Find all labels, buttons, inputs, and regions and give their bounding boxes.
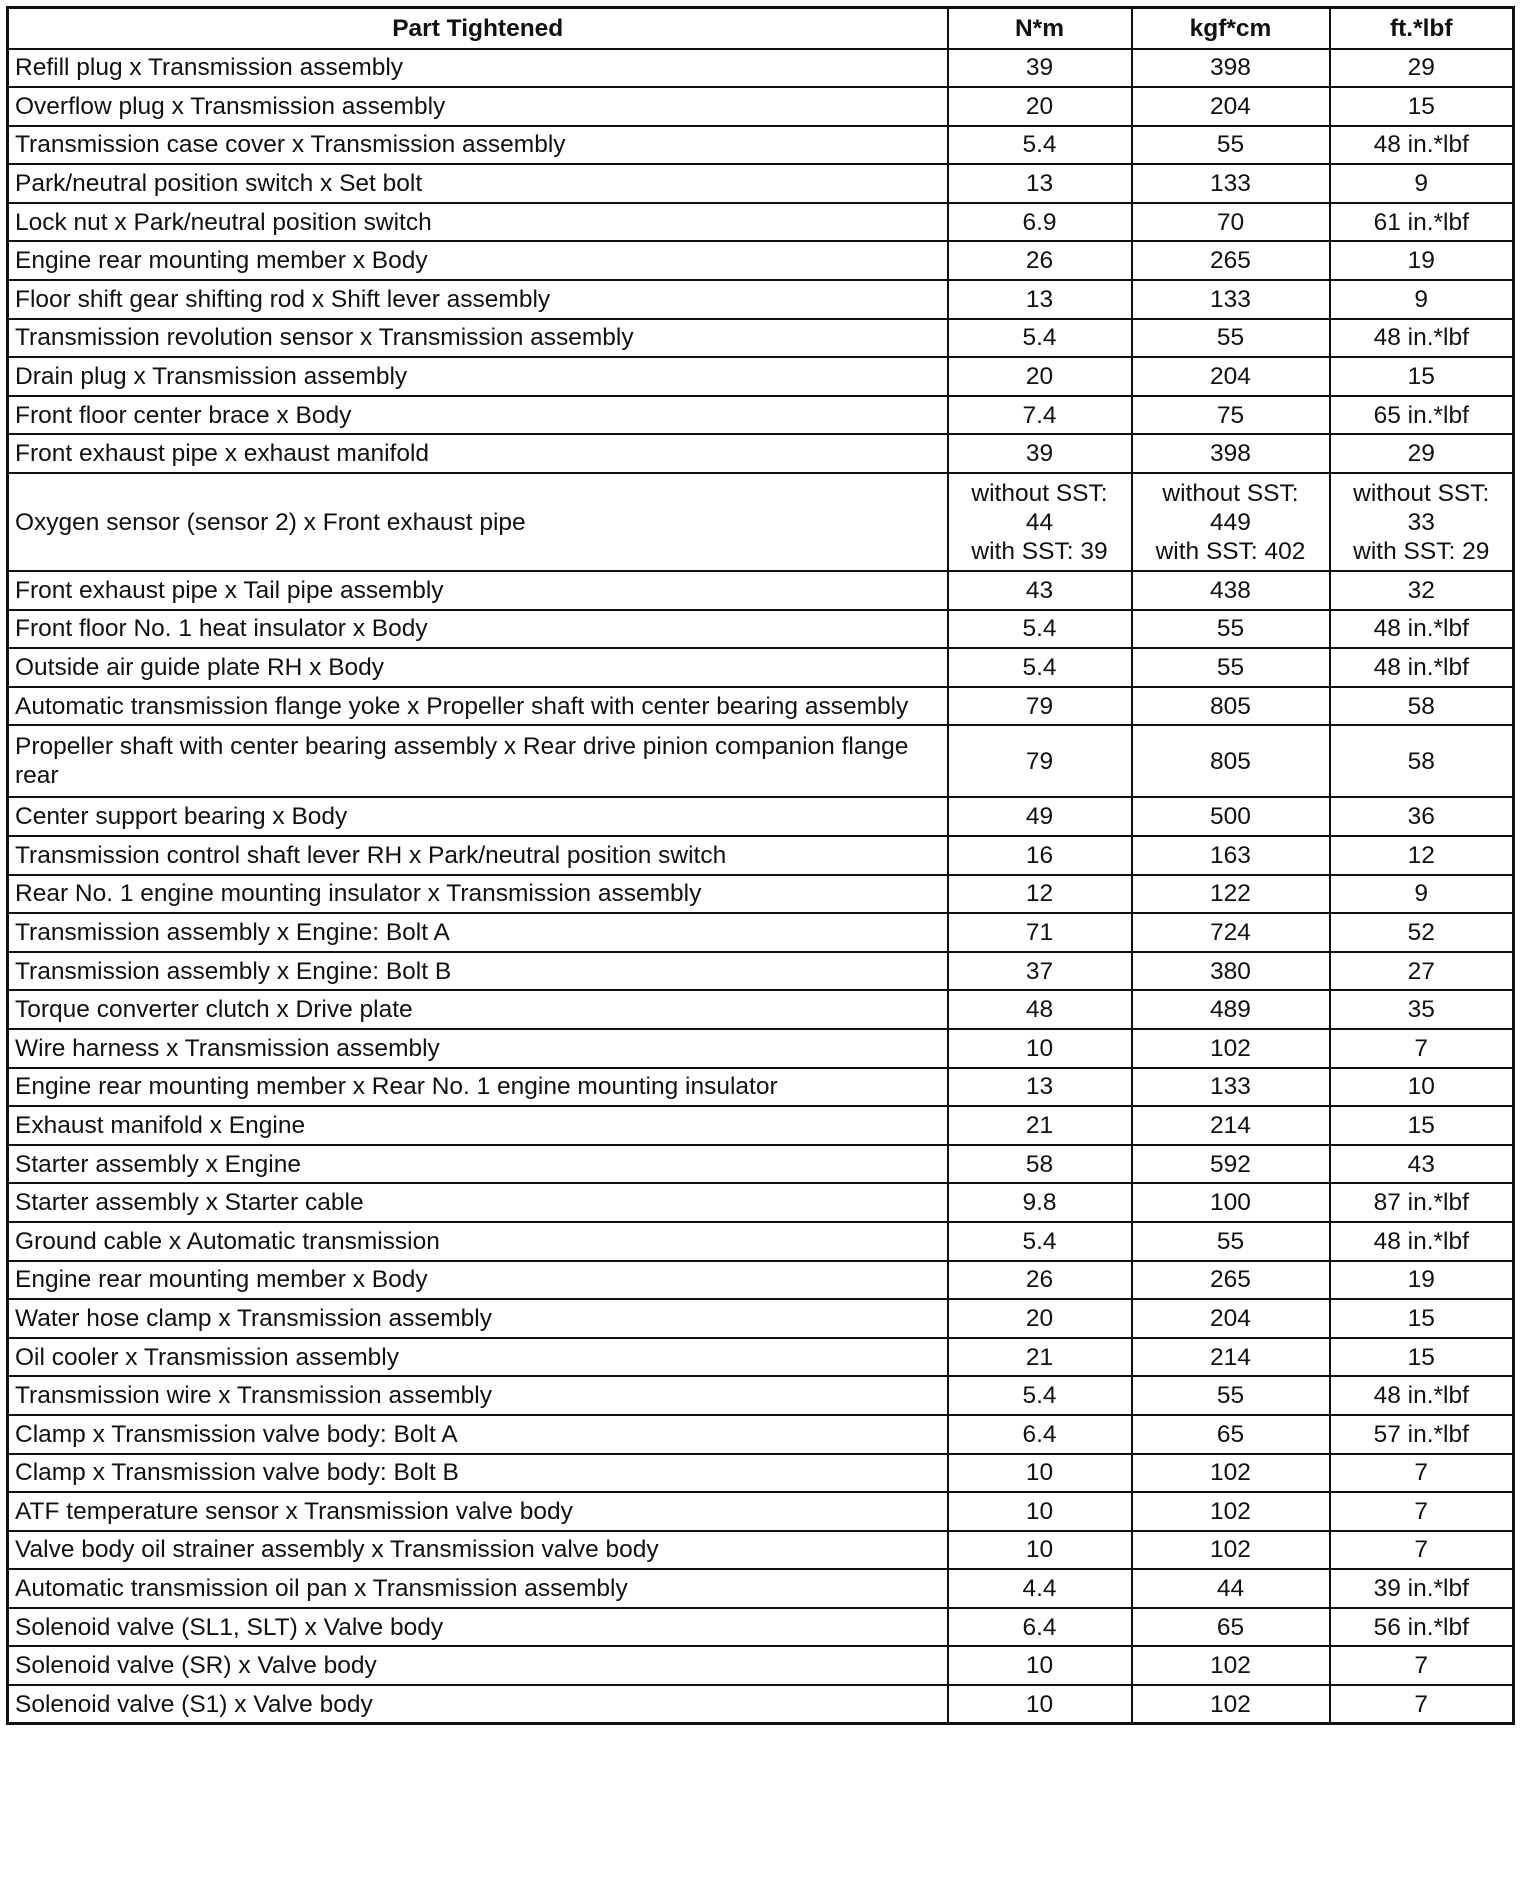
kgf-value-cell: [1132, 473, 1330, 571]
kgf-value-cell: 102: [1132, 1454, 1330, 1493]
nm-value-cell: 6.9: [948, 203, 1132, 242]
table-row: [8, 687, 1514, 726]
kgf-value-cell: 163: [1132, 836, 1330, 875]
part-tightened-cell: Starter assembly x Engine: [8, 1145, 948, 1184]
kgf-value-cell: 214: [1132, 1338, 1330, 1377]
table-header: [8, 8, 1514, 49]
ft-value-cell: 58: [1330, 687, 1514, 726]
kgf-value-cell: 65: [1132, 1608, 1330, 1647]
header-newton-meter: N*m: [948, 8, 1132, 49]
part-tightened-cell: Solenoid valve (SL1, SLT) x Valve body: [8, 1608, 948, 1647]
ft-value-cell: 7: [1330, 1029, 1514, 1068]
nm-value-cell: 12: [948, 875, 1132, 914]
table-row: [8, 1261, 1514, 1300]
part-tightened-cell: Water hose clamp x Transmission assembly: [8, 1299, 948, 1338]
kgf-value-cell: 265: [1132, 241, 1330, 280]
part-tightened-cell: Clamp x Transmission valve body: Bolt B: [8, 1454, 948, 1493]
part-tightened-cell: Transmission case cover x Transmission assembly: [8, 126, 948, 165]
table-row: [8, 1454, 1514, 1493]
nm-value-cell: 5.4: [948, 126, 1132, 165]
table-row: [8, 797, 1514, 836]
nm-value-cell: 20: [948, 357, 1132, 396]
kgf-value-cell: 398: [1132, 434, 1330, 473]
torque-specification-table: [6, 6, 1515, 1725]
kgf-value-cell: 122: [1132, 875, 1330, 914]
table-row: [8, 648, 1514, 687]
table-row: [8, 1531, 1514, 1570]
ft-value-cell: 65 in.*lbf: [1330, 396, 1514, 435]
table-row: [8, 875, 1514, 914]
part-tightened-cell: Floor shift gear shifting rod x Shift lever assembly: [8, 280, 948, 319]
table-row: [8, 610, 1514, 649]
part-tightened-cell: Drain plug x Transmission assembly: [8, 357, 948, 396]
part-tightened-cell: Automatic transmission oil pan x Transmission assembly: [8, 1569, 948, 1608]
ft-value-cell: 87 in.*lbf: [1330, 1183, 1514, 1222]
ft-value-cell: [1330, 473, 1514, 571]
ft-value-cell: 32: [1330, 571, 1514, 610]
table-row: [8, 725, 1514, 797]
ft-value-cell: 36: [1330, 797, 1514, 836]
table-row: [8, 319, 1514, 358]
nm-value-cell: 10: [948, 1454, 1132, 1493]
ft-value-cell: 7: [1330, 1454, 1514, 1493]
nm-value-cell: 16: [948, 836, 1132, 875]
ft-value-cell: 10: [1330, 1068, 1514, 1107]
nm-value-line-2: 44: [1025, 508, 1054, 536]
part-tightened-cell: Transmission assembly x Engine: Bolt A: [8, 913, 948, 952]
part-tightened-cell: Ground cable x Automatic transmission: [8, 1222, 948, 1261]
nm-value-cell: 37: [948, 952, 1132, 991]
nm-value-cell: 48: [948, 990, 1132, 1029]
part-tightened-cell: Park/neutral position switch x Set bolt: [8, 164, 948, 203]
kgf-value-cell: 65: [1132, 1415, 1330, 1454]
table-body: [8, 49, 1514, 1724]
nm-value-cell: 21: [948, 1106, 1132, 1145]
ft-value-cell: 27: [1330, 952, 1514, 991]
nm-value-cell: 5.4: [948, 610, 1132, 649]
table-row: [8, 1608, 1514, 1647]
part-tightened-cell: ATF temperature sensor x Transmission valve body: [8, 1492, 948, 1531]
nm-value-cell: 6.4: [948, 1415, 1132, 1454]
part-tightened-cell: Engine rear mounting member x Body: [8, 1261, 948, 1300]
ft-value-cell: 19: [1330, 1261, 1514, 1300]
part-tightened-cell: Front floor center brace x Body: [8, 396, 948, 435]
nm-value-cell: 7.4: [948, 396, 1132, 435]
kgf-value-cell: 805: [1132, 687, 1330, 726]
ft-value-cell: 9: [1330, 280, 1514, 319]
ft-value-cell: 7: [1330, 1646, 1514, 1685]
kgf-value-cell: 70: [1132, 203, 1330, 242]
table-row: [8, 1222, 1514, 1261]
part-tightened-cell: Transmission assembly x Engine: Bolt B: [8, 952, 948, 991]
ft-value-cell: 7: [1330, 1531, 1514, 1570]
table-row: [8, 396, 1514, 435]
header-ft-lbf: ft.*lbf: [1330, 8, 1514, 49]
part-tightened-cell: Front exhaust pipe x Tail pipe assembly: [8, 571, 948, 610]
table-row: [8, 913, 1514, 952]
part-tightened-cell: Refill plug x Transmission assembly: [8, 49, 948, 88]
part-tightened-cell: Center support bearing x Body: [8, 797, 948, 836]
nm-value-cell: 26: [948, 241, 1132, 280]
part-tightened-cell: Exhaust manifold x Engine: [8, 1106, 948, 1145]
table-row: [8, 1376, 1514, 1415]
table-row: [8, 203, 1514, 242]
part-tightened-cell: Automatic transmission flange yoke x Propeller shaft with center bearing assembly: [8, 687, 948, 726]
nm-value-cell: 71: [948, 913, 1132, 952]
ft-value-cell: 9: [1330, 875, 1514, 914]
ft-value-cell: 29: [1330, 49, 1514, 88]
part-tightened-cell: Overflow plug x Transmission assembly: [8, 87, 948, 126]
kgf-value-cell: 214: [1132, 1106, 1330, 1145]
part-tightened-cell: Torque converter clutch x Drive plate: [8, 990, 948, 1029]
table-row: [8, 1299, 1514, 1338]
table-row: [8, 473, 1514, 571]
part-tightened-cell: Oxygen sensor (sensor 2) x Front exhaust pipe: [8, 473, 948, 571]
table-row: [8, 571, 1514, 610]
kgf-value-cell: 55: [1132, 1376, 1330, 1415]
table-row: [8, 1415, 1514, 1454]
ft-value-cell: 48 in.*lbf: [1330, 126, 1514, 165]
ft-value-cell: 12: [1330, 836, 1514, 875]
kgf-value-cell: 102: [1132, 1531, 1330, 1570]
part-tightened-cell: Clamp x Transmission valve body: Bolt A: [8, 1415, 948, 1454]
nm-value-cell: 6.4: [948, 1608, 1132, 1647]
kgf-value-cell: 398: [1132, 49, 1330, 88]
header-row: [8, 8, 1514, 49]
table-row: [8, 164, 1514, 203]
ft-value-cell: 15: [1330, 357, 1514, 396]
kgf-value-cell: 102: [1132, 1685, 1330, 1724]
table-row: [8, 49, 1514, 88]
table-row: [8, 1145, 1514, 1184]
ft-value-cell: 56 in.*lbf: [1330, 1608, 1514, 1647]
kgf-value-cell: 55: [1132, 648, 1330, 687]
part-tightened-cell: Lock nut x Park/neutral position switch: [8, 203, 948, 242]
kgf-value-cell: 489: [1132, 990, 1330, 1029]
kgf-value-cell: 592: [1132, 1145, 1330, 1184]
ft-value-line-1: without SST:: [1353, 479, 1490, 507]
kgf-value-cell: 102: [1132, 1029, 1330, 1068]
nm-value-cell: 5.4: [948, 648, 1132, 687]
kgf-value-cell: 55: [1132, 126, 1330, 165]
table-row: [8, 1029, 1514, 1068]
part-tightened-cell: Front floor No. 1 heat insulator x Body: [8, 610, 948, 649]
kgf-value-cell: 204: [1132, 1299, 1330, 1338]
table-row: [8, 1685, 1514, 1724]
nm-value-cell: 9.8: [948, 1183, 1132, 1222]
kgf-value-cell: 100: [1132, 1183, 1330, 1222]
table-row: [8, 241, 1514, 280]
ft-value-cell: 48 in.*lbf: [1330, 319, 1514, 358]
nm-value-cell: 13: [948, 280, 1132, 319]
nm-value-cell: 10: [948, 1029, 1132, 1068]
nm-value-cell: 43: [948, 571, 1132, 610]
ft-value-cell: 48 in.*lbf: [1330, 1376, 1514, 1415]
ft-value-cell: 7: [1330, 1492, 1514, 1531]
kgf-value-line-2: 449: [1210, 508, 1251, 536]
nm-value-cell: 5.4: [948, 1222, 1132, 1261]
nm-value-cell: 79: [948, 725, 1132, 797]
kgf-value-cell: 265: [1132, 1261, 1330, 1300]
part-tightened-cell: Front exhaust pipe x exhaust manifold: [8, 434, 948, 473]
table-row: [8, 1106, 1514, 1145]
nm-value-cell: 10: [948, 1685, 1132, 1724]
nm-value-cell: 10: [948, 1531, 1132, 1570]
ft-value-cell: 48 in.*lbf: [1330, 1222, 1514, 1261]
nm-value-cell: 13: [948, 164, 1132, 203]
part-tightened-cell: Rear No. 1 engine mounting insulator x Transmission assembly: [8, 875, 948, 914]
ft-value-cell: 39 in.*lbf: [1330, 1569, 1514, 1608]
kgf-value-cell: 44: [1132, 1569, 1330, 1608]
part-tightened-cell: Propeller shaft with center bearing assembly x Rear drive pinion companion flange rear: [8, 725, 948, 797]
kgf-value-cell: 102: [1132, 1492, 1330, 1531]
kgf-value-cell: 75: [1132, 396, 1330, 435]
table-row: [8, 126, 1514, 165]
table-row: [8, 952, 1514, 991]
ft-value-cell: 15: [1330, 1106, 1514, 1145]
part-tightened-cell: Outside air guide plate RH x Body: [8, 648, 948, 687]
ft-value-cell: 43: [1330, 1145, 1514, 1184]
table-row: [8, 87, 1514, 126]
ft-value-cell: 15: [1330, 1299, 1514, 1338]
ft-value-cell: 15: [1330, 1338, 1514, 1377]
table-row: [8, 357, 1514, 396]
ft-value-cell: 15: [1330, 87, 1514, 126]
kgf-value-line-3: with SST: 402: [1155, 537, 1306, 565]
kgf-value-cell: 133: [1132, 1068, 1330, 1107]
nm-value-cell: 4.4: [948, 1569, 1132, 1608]
ft-value-line-2: 33: [1407, 508, 1435, 536]
ft-value-cell: 48 in.*lbf: [1330, 648, 1514, 687]
table-row: [8, 434, 1514, 473]
table-row: [8, 280, 1514, 319]
part-tightened-cell: Solenoid valve (SR) x Valve body: [8, 1646, 948, 1685]
kgf-value-cell: 133: [1132, 280, 1330, 319]
kgf-value-cell: 204: [1132, 357, 1330, 396]
table-row: [8, 1338, 1514, 1377]
ft-value-cell: 7: [1330, 1685, 1514, 1724]
part-tightened-cell: Oil cooler x Transmission assembly: [8, 1338, 948, 1377]
nm-value-cell: 21: [948, 1338, 1132, 1377]
part-tightened-cell: Engine rear mounting member x Rear No. 1 engine mounting insulator: [8, 1068, 948, 1107]
ft-value-cell: 57 in.*lbf: [1330, 1415, 1514, 1454]
kgf-value-cell: 438: [1132, 571, 1330, 610]
kgf-value-cell: 500: [1132, 797, 1330, 836]
nm-value-cell: 5.4: [948, 319, 1132, 358]
nm-value-cell: 13: [948, 1068, 1132, 1107]
nm-value-cell: 5.4: [948, 1376, 1132, 1415]
nm-value-cell: 58: [948, 1145, 1132, 1184]
part-tightened-cell: Wire harness x Transmission assembly: [8, 1029, 948, 1068]
nm-value-cell: 10: [948, 1492, 1132, 1531]
nm-value-cell: 79: [948, 687, 1132, 726]
table-row: [8, 1068, 1514, 1107]
nm-value-cell: 39: [948, 434, 1132, 473]
part-tightened-cell: Engine rear mounting member x Body: [8, 241, 948, 280]
table-row: [8, 1492, 1514, 1531]
ft-value-cell: 52: [1330, 913, 1514, 952]
nm-value-cell: [948, 473, 1132, 571]
ft-value-cell: 29: [1330, 434, 1514, 473]
part-tightened-cell: Solenoid valve (S1) x Valve body: [8, 1685, 948, 1724]
kgf-value-line-1: without SST:: [1162, 479, 1299, 507]
kgf-value-cell: 805: [1132, 725, 1330, 797]
nm-value-line-1: without SST:: [971, 479, 1108, 507]
kgf-value-cell: 102: [1132, 1646, 1330, 1685]
nm-value-cell: 10: [948, 1646, 1132, 1685]
part-tightened-cell: Valve body oil strainer assembly x Transmission valve body: [8, 1531, 948, 1570]
nm-value-cell: 20: [948, 1299, 1132, 1338]
ft-value-cell: 58: [1330, 725, 1514, 797]
ft-value-line-3: with SST: 29: [1353, 537, 1490, 565]
table-row: [8, 1569, 1514, 1608]
ft-value-cell: 9: [1330, 164, 1514, 203]
kgf-value-cell: 55: [1132, 610, 1330, 649]
part-tightened-cell: Transmission revolution sensor x Transmission assembly: [8, 319, 948, 358]
nm-value-cell: 49: [948, 797, 1132, 836]
kgf-value-cell: 204: [1132, 87, 1330, 126]
header-part-tightened: Part Tightened: [8, 8, 948, 49]
ft-value-cell: 48 in.*lbf: [1330, 610, 1514, 649]
header-kgf-cm: kgf*cm: [1132, 8, 1330, 49]
nm-value-line-3: with SST: 39: [971, 537, 1108, 565]
ft-value-cell: 19: [1330, 241, 1514, 280]
part-tightened-cell: Starter assembly x Starter cable: [8, 1183, 948, 1222]
kgf-value-cell: 133: [1132, 164, 1330, 203]
ft-value-cell: 61 in.*lbf: [1330, 203, 1514, 242]
kgf-value-cell: 55: [1132, 1222, 1330, 1261]
table-row: [8, 1646, 1514, 1685]
kgf-value-cell: 55: [1132, 319, 1330, 358]
table-row: [8, 1183, 1514, 1222]
table-row: [8, 836, 1514, 875]
table-row: [8, 990, 1514, 1029]
ft-value-cell: 35: [1330, 990, 1514, 1029]
part-tightened-cell: Transmission wire x Transmission assembly: [8, 1376, 948, 1415]
nm-value-cell: 39: [948, 49, 1132, 88]
nm-value-cell: 20: [948, 87, 1132, 126]
kgf-value-cell: 380: [1132, 952, 1330, 991]
nm-value-cell: 26: [948, 1261, 1132, 1300]
kgf-value-cell: 724: [1132, 913, 1330, 952]
part-tightened-cell: Transmission control shaft lever RH x Park/neutral position switch: [8, 836, 948, 875]
